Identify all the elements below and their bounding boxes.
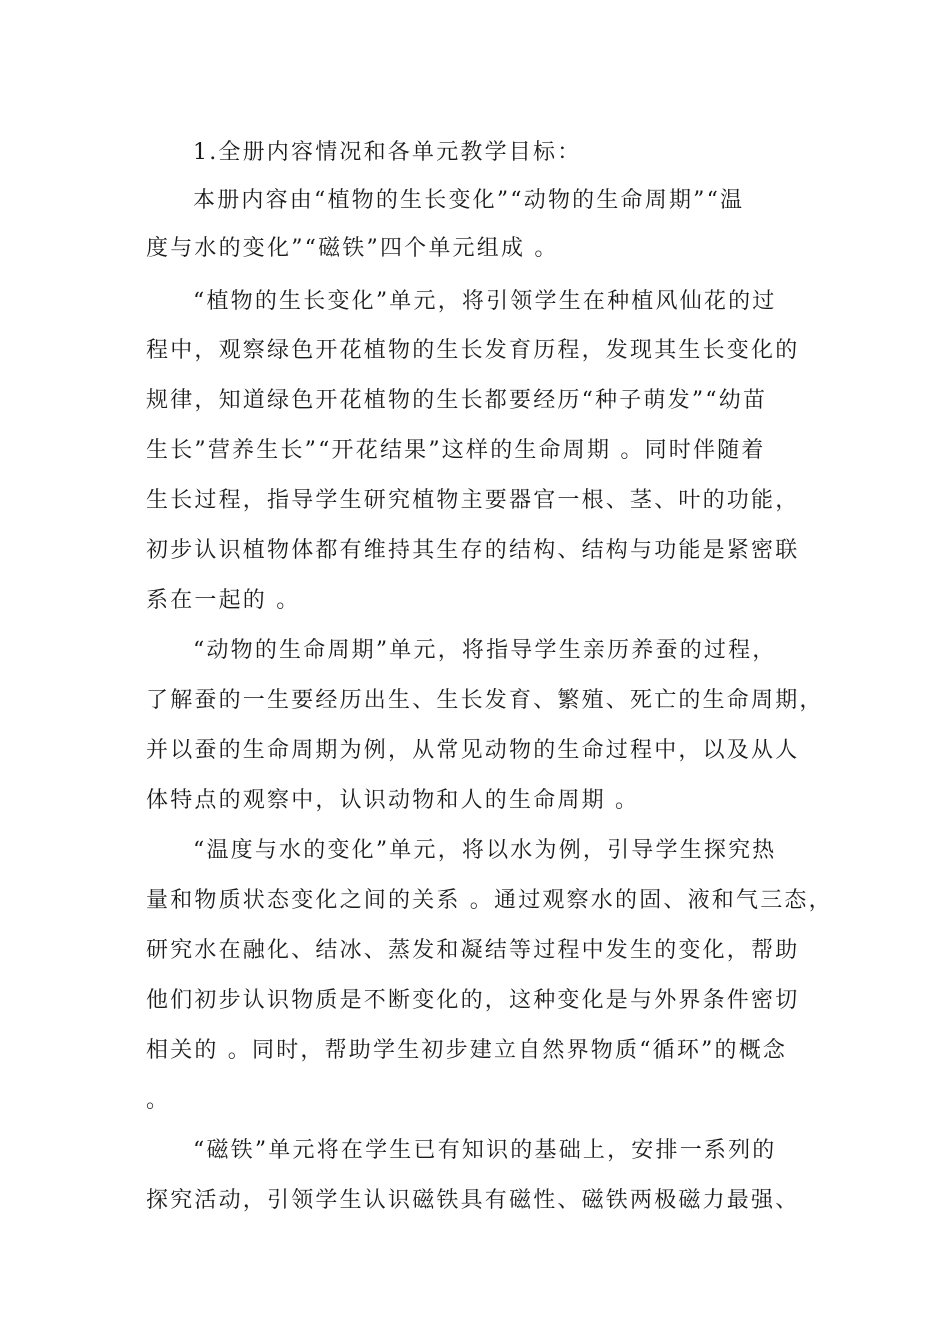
paragraph-line: 并以蚕的生命周期为例，从常见动物的生命过程中，以及从人 (146, 738, 800, 763)
paragraph-line: 生长过程，指导学生研究植物主要器官一根、茎、叶的功能， (146, 488, 800, 513)
paragraph-line: 系在一起的 。 (146, 588, 301, 613)
paragraph-line: 相关的 。同时，帮助学生初步建立自然界物质“循环”的概念 (146, 1038, 788, 1063)
paragraph-line: “植物的生长变化”单元，将引领学生在种植风仙花的过 (193, 289, 777, 314)
paragraph-line: 生长”营养生长”“开花结果”这样的生命周期 。同时伴随着 (146, 438, 766, 463)
paragraph-line: 了解蚕的一生要经历出生、生长发育、繁殖、死亡的生命周期， (146, 688, 824, 713)
paragraph-line: 程中，观察绿色开花植物的生长发育历程，发现其生长变化的 (146, 338, 800, 363)
paragraph-line: 规律，知道绿色开花植物的生长都要经历“种子萌发”“幼苗 (146, 388, 768, 413)
paragraph-line: 度与水的变化”“磁铁”四个单元组成 。 (146, 236, 559, 261)
paragraph-line: 探究活动，引领学生认识磁铁具有磁性、磁铁两极磁力最强、 (146, 1188, 800, 1213)
paragraph-line: “温度与水的变化”单元，将以水为例，引导学生探究热 (193, 838, 777, 863)
paragraph-line: 他们初步认识物质是不断变化的，这种变化是与外界条件密切 (146, 988, 800, 1013)
section-heading: 1.全册内容情况和各单元教学目标： (193, 140, 582, 165)
paragraph-line: 初步认识植物体都有维持其生存的结构、结构与功能是紧密联 (146, 538, 800, 563)
paragraph-line: 本册内容由“植物的生长变化”“动物的生命周期”“温 (193, 188, 745, 213)
paragraph-line: 量和物质状态变化之间的关系 。通过观察水的固、液和气三态， (146, 888, 833, 913)
paragraph-line: “动物的生命周期”单元，将指导学生亲历养蚕的过程， (193, 638, 777, 663)
paragraph-line: 体特点的观察中，认识动物和人的生命周期 。 (146, 788, 640, 813)
paragraph-line: 。 (146, 1088, 171, 1113)
paragraph-line: 研究水在融化、结冰、蒸发和凝结等过程中发生的变化，帮助 (146, 938, 800, 963)
paragraph-line: “磁铁”单元将在学生已有知识的基础上，安排一系列的 (193, 1138, 777, 1163)
